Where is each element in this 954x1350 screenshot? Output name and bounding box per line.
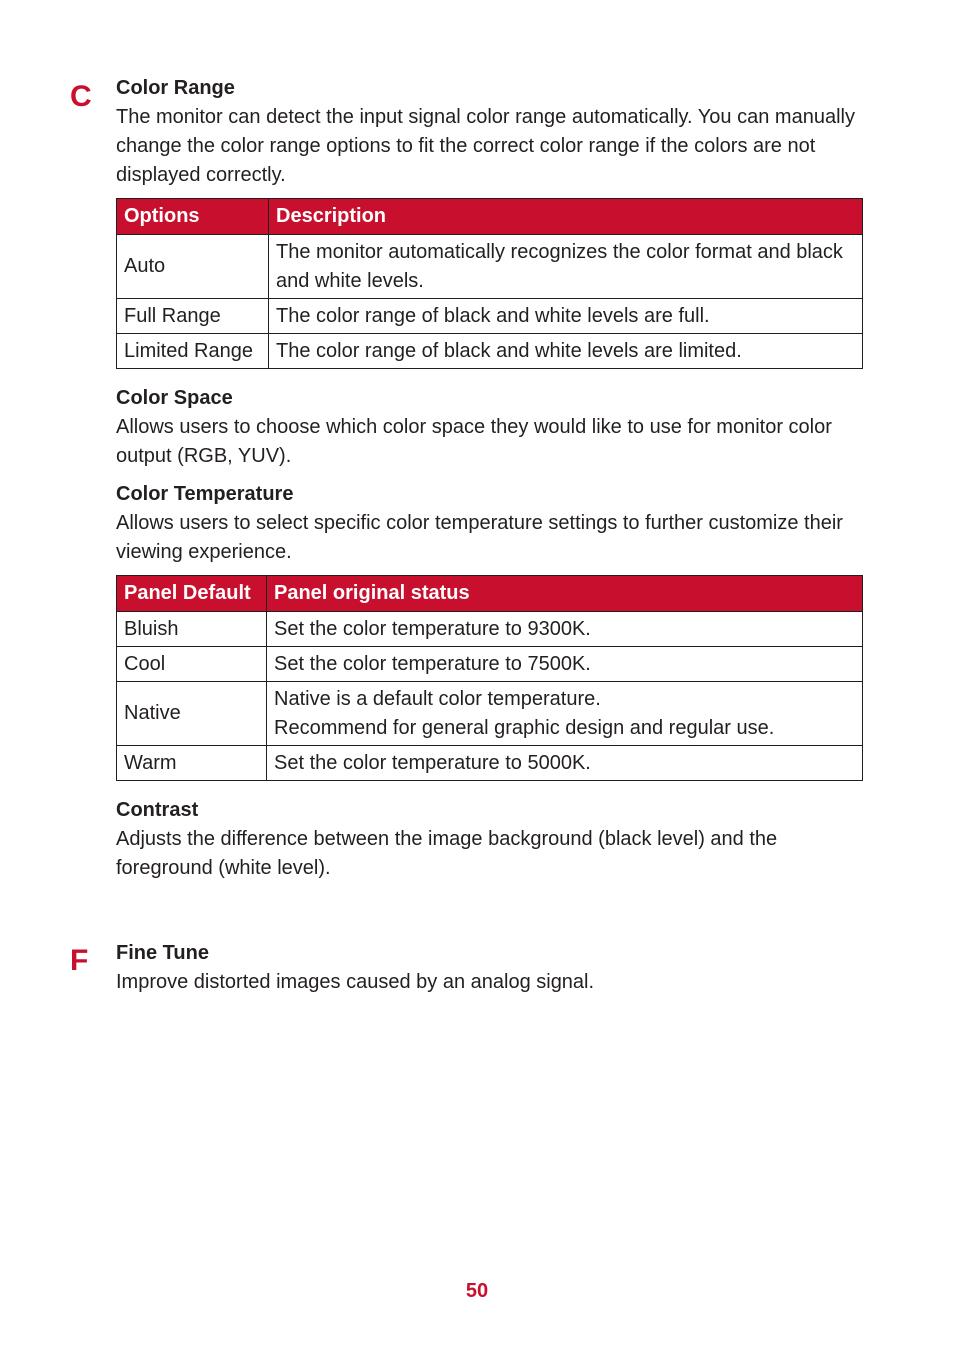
column-header-panel-default: Panel Default xyxy=(117,576,267,612)
preset-cell: Cool xyxy=(117,647,267,682)
page-number: 50 xyxy=(465,1280,489,1302)
column-header-panel-original-status: Panel original status xyxy=(267,576,863,612)
preset-cell: Native xyxy=(117,682,267,746)
color-temperature-description: Allows users to select specific color temperature settings to further customize their viewing experience. xyxy=(116,512,843,563)
table-row xyxy=(117,682,863,746)
description-cell: The color range of black and white levels are full. xyxy=(269,299,863,334)
description-cell: Set the color temperature to 5000K. xyxy=(267,746,863,781)
color-range-table xyxy=(116,198,863,369)
table-row xyxy=(117,647,863,682)
section-letter-f: F xyxy=(70,944,89,977)
contrast-heading: Contrast xyxy=(116,799,199,821)
description-cell xyxy=(267,682,863,746)
table-row xyxy=(117,746,863,781)
description-cell: Set the color temperature to 9300K. xyxy=(267,612,863,647)
description-cell: The color range of black and white levels are limited. xyxy=(269,334,863,369)
section-letter-c: C xyxy=(70,80,92,113)
color-temperature-table xyxy=(116,575,863,781)
description-line: Recommend for general graphic design and regular use. xyxy=(274,716,775,739)
table-row xyxy=(117,299,863,334)
table-row xyxy=(117,235,863,299)
contrast-description: Adjusts the difference between the image background (black level) and the foreground (white level). xyxy=(116,828,778,879)
description-cell: Set the color temperature to 7500K. xyxy=(267,647,863,682)
option-cell: Auto xyxy=(117,235,269,299)
color-range-description: The monitor can detect the input signal color range automatically. You can manually change the color range options to fit the correct color range if the colors are not displayed correctly. xyxy=(116,106,855,186)
option-cell: Limited Range xyxy=(117,334,269,369)
fine-tune-heading: Fine Tune xyxy=(116,942,209,964)
description-cell: The monitor automatically recognizes the color format and black and white levels. xyxy=(269,235,863,299)
column-header-description: Description xyxy=(269,199,863,235)
table-header-row xyxy=(117,576,863,612)
preset-cell: Bluish xyxy=(117,612,267,647)
table-row xyxy=(117,334,863,369)
table-header-row xyxy=(117,199,863,235)
color-range-heading: Color Range xyxy=(116,77,235,99)
fine-tune-description: Improve distorted images caused by an analog signal. xyxy=(116,971,595,993)
description-line: Native is a default color temperature. xyxy=(274,687,601,710)
table-row xyxy=(117,612,863,647)
color-temperature-heading: Color Temperature xyxy=(116,483,294,505)
preset-cell: Warm xyxy=(117,746,267,781)
column-header-options: Options xyxy=(117,199,269,235)
color-space-heading: Color Space xyxy=(116,387,233,409)
color-space-description: Allows users to choose which color space they would like to use for monitor color output (RGB, YUV). xyxy=(116,416,832,467)
option-cell: Full Range xyxy=(117,299,269,334)
